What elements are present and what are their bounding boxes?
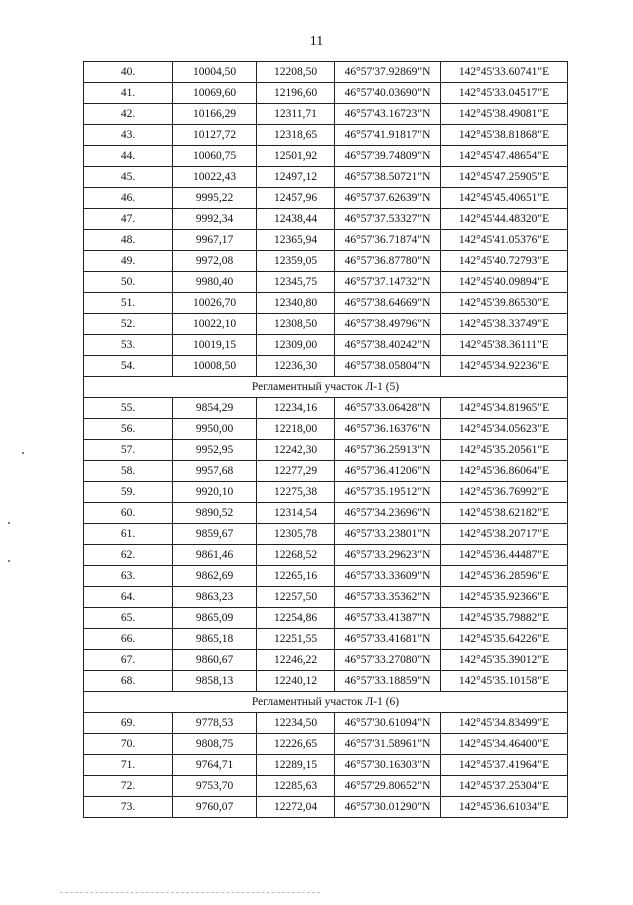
y-coordinate-cell: 12226,65	[257, 734, 335, 755]
x-coordinate-cell: 9952,95	[173, 440, 257, 461]
point-number-cell: 51.	[84, 293, 173, 314]
x-coordinate-cell: 9967,17	[173, 230, 257, 251]
x-coordinate-cell: 9760,07	[173, 797, 257, 818]
table-row	[84, 608, 568, 629]
page-number: 11	[309, 34, 324, 49]
table-row	[84, 356, 568, 377]
latitude-cell: 46°57'30.16303"N	[335, 755, 441, 776]
point-number-cell: 64.	[84, 587, 173, 608]
point-number-cell: 69.	[84, 713, 173, 734]
x-coordinate-cell: 10069,60	[173, 83, 257, 104]
y-coordinate-cell: 12265,16	[257, 566, 335, 587]
table-row	[84, 167, 568, 188]
latitude-cell: 46°57'38.50721"N	[335, 167, 441, 188]
y-coordinate-cell: 12275,38	[257, 482, 335, 503]
y-coordinate-cell: 12257,50	[257, 587, 335, 608]
y-coordinate-cell: 12359,05	[257, 251, 335, 272]
latitude-cell: 46°57'38.64669"N	[335, 293, 441, 314]
point-number-cell: 40.	[84, 62, 173, 83]
x-coordinate-cell: 9863,23	[173, 587, 257, 608]
latitude-cell: 46°57'36.41206"N	[335, 461, 441, 482]
point-number-cell: 58.	[84, 461, 173, 482]
table-row	[84, 503, 568, 524]
x-coordinate-cell: 9858,13	[173, 671, 257, 692]
point-number-cell: 52.	[84, 314, 173, 335]
table-row	[84, 272, 568, 293]
x-coordinate-cell: 10060,75	[173, 146, 257, 167]
longitude-cell: 142°45'34.81965"E	[441, 398, 568, 419]
x-coordinate-cell: 10022,43	[173, 167, 257, 188]
longitude-cell: 142°45'35.79882"E	[441, 608, 568, 629]
latitude-cell: 46°57'37.53327"N	[335, 209, 441, 230]
longitude-cell: 142°45'35.20561"E	[441, 440, 568, 461]
longitude-cell: 142°45'36.28596"E	[441, 566, 568, 587]
longitude-cell: 142°45'38.20717"E	[441, 524, 568, 545]
section-title: Регламентный участок Л-1 (6)	[84, 692, 568, 713]
table-row	[84, 251, 568, 272]
point-number-cell: 44.	[84, 146, 173, 167]
longitude-cell: 142°45'44.48320"E	[441, 209, 568, 230]
longitude-cell: 142°45'33.60741"E	[441, 62, 568, 83]
section-header-row	[84, 692, 568, 713]
point-number-cell: 73.	[84, 797, 173, 818]
table-row	[84, 314, 568, 335]
x-coordinate-cell: 9859,67	[173, 524, 257, 545]
x-coordinate-cell: 9808,75	[173, 734, 257, 755]
x-coordinate-cell: 10008,50	[173, 356, 257, 377]
section-title: Регламентный участок Л-1 (5)	[84, 377, 568, 398]
y-coordinate-cell: 12277,29	[257, 461, 335, 482]
latitude-cell: 46°57'38.05804"N	[335, 356, 441, 377]
latitude-cell: 46°57'31.58961"N	[335, 734, 441, 755]
table-row	[84, 461, 568, 482]
x-coordinate-cell: 9920,10	[173, 482, 257, 503]
longitude-cell: 142°45'36.44487"E	[441, 545, 568, 566]
y-coordinate-cell: 12268,52	[257, 545, 335, 566]
point-number-cell: 46.	[84, 188, 173, 209]
point-number-cell: 71.	[84, 755, 173, 776]
latitude-cell: 46°57'29.80652"N	[335, 776, 441, 797]
y-coordinate-cell: 12196,60	[257, 83, 335, 104]
y-coordinate-cell: 12314,54	[257, 503, 335, 524]
latitude-cell: 46°57'43.16723"N	[335, 104, 441, 125]
table-row	[84, 209, 568, 230]
longitude-cell: 142°45'36.61034"E	[441, 797, 568, 818]
longitude-cell: 142°45'38.33749"E	[441, 314, 568, 335]
longitude-cell: 142°45'37.25304"E	[441, 776, 568, 797]
longitude-cell: 142°45'34.05623"E	[441, 419, 568, 440]
longitude-cell: 142°45'35.92366"E	[441, 587, 568, 608]
y-coordinate-cell: 12272,04	[257, 797, 335, 818]
point-number-cell: 55.	[84, 398, 173, 419]
point-number-cell: 66.	[84, 629, 173, 650]
latitude-cell: 46°57'36.25913"N	[335, 440, 441, 461]
y-coordinate-cell: 12218,00	[257, 419, 335, 440]
y-coordinate-cell: 12365,94	[257, 230, 335, 251]
y-coordinate-cell: 12305,78	[257, 524, 335, 545]
point-number-cell: 67.	[84, 650, 173, 671]
point-number-cell: 70.	[84, 734, 173, 755]
y-coordinate-cell: 12208,50	[257, 62, 335, 83]
table-row	[84, 419, 568, 440]
longitude-cell: 142°45'33.04517"E	[441, 83, 568, 104]
point-number-cell: 49.	[84, 251, 173, 272]
section-header-row	[84, 377, 568, 398]
table-row	[84, 335, 568, 356]
point-number-cell: 72.	[84, 776, 173, 797]
longitude-cell: 142°45'39.86530"E	[441, 293, 568, 314]
y-coordinate-cell: 12240,12	[257, 671, 335, 692]
point-number-cell: 61.	[84, 524, 173, 545]
table-row	[84, 398, 568, 419]
table-row	[84, 650, 568, 671]
y-coordinate-cell: 12234,50	[257, 713, 335, 734]
y-coordinate-cell: 12318,65	[257, 125, 335, 146]
x-coordinate-cell: 9972,08	[173, 251, 257, 272]
table-row	[84, 797, 568, 818]
table-row	[84, 587, 568, 608]
latitude-cell: 46°57'36.87780"N	[335, 251, 441, 272]
longitude-cell: 142°45'36.86064"E	[441, 461, 568, 482]
latitude-cell: 46°57'30.61094"N	[335, 713, 441, 734]
longitude-cell: 142°45'35.10158"E	[441, 671, 568, 692]
point-number-cell: 48.	[84, 230, 173, 251]
longitude-cell: 142°45'35.39012"E	[441, 650, 568, 671]
longitude-cell: 142°45'38.36111"E	[441, 335, 568, 356]
table-row	[84, 629, 568, 650]
latitude-cell: 46°57'38.40242"N	[335, 335, 441, 356]
x-coordinate-cell: 9865,18	[173, 629, 257, 650]
y-coordinate-cell: 12308,50	[257, 314, 335, 335]
latitude-cell: 46°57'37.92869"N	[335, 62, 441, 83]
point-number-cell: 57.	[84, 440, 173, 461]
x-coordinate-cell: 9950,00	[173, 419, 257, 440]
table-row	[84, 755, 568, 776]
point-number-cell: 68.	[84, 671, 173, 692]
x-coordinate-cell: 10004,50	[173, 62, 257, 83]
latitude-cell: 46°57'33.41387"N	[335, 608, 441, 629]
latitude-cell: 46°57'33.29623"N	[335, 545, 441, 566]
latitude-cell: 46°57'33.35362"N	[335, 587, 441, 608]
x-coordinate-cell: 9862,69	[173, 566, 257, 587]
x-coordinate-cell: 9861,46	[173, 545, 257, 566]
longitude-cell: 142°45'47.25905"E	[441, 167, 568, 188]
longitude-cell: 142°45'47.48654"E	[441, 146, 568, 167]
point-number-cell: 60.	[84, 503, 173, 524]
footer-scan-line	[60, 892, 320, 893]
latitude-cell: 46°57'34.23696"N	[335, 503, 441, 524]
x-coordinate-cell: 9865,09	[173, 608, 257, 629]
latitude-cell: 46°57'30.01290"N	[335, 797, 441, 818]
y-coordinate-cell: 12289,15	[257, 755, 335, 776]
y-coordinate-cell: 12340,80	[257, 293, 335, 314]
point-number-cell: 65.	[84, 608, 173, 629]
longitude-cell: 142°45'40.72793"E	[441, 251, 568, 272]
x-coordinate-cell: 9778,53	[173, 713, 257, 734]
y-coordinate-cell: 12438,44	[257, 209, 335, 230]
x-coordinate-cell: 10019,15	[173, 335, 257, 356]
table-row	[84, 188, 568, 209]
latitude-cell: 46°57'33.18859"N	[335, 671, 441, 692]
table-row	[84, 671, 568, 692]
point-number-cell: 45.	[84, 167, 173, 188]
table-row	[84, 104, 568, 125]
table-row	[84, 293, 568, 314]
longitude-cell: 142°45'34.92236"E	[441, 356, 568, 377]
point-number-cell: 50.	[84, 272, 173, 293]
y-coordinate-cell: 12345,75	[257, 272, 335, 293]
latitude-cell: 46°57'33.27080"N	[335, 650, 441, 671]
longitude-cell: 142°45'36.76992"E	[441, 482, 568, 503]
y-coordinate-cell: 12242,30	[257, 440, 335, 461]
table-row	[84, 776, 568, 797]
table-row	[84, 83, 568, 104]
point-number-cell: 47.	[84, 209, 173, 230]
table-row	[84, 482, 568, 503]
x-coordinate-cell: 9995,22	[173, 188, 257, 209]
scan-speck	[8, 522, 10, 524]
y-coordinate-cell: 12236,30	[257, 356, 335, 377]
x-coordinate-cell: 10127,72	[173, 125, 257, 146]
longitude-cell: 142°45'38.62182"E	[441, 503, 568, 524]
longitude-cell: 142°45'34.83499"E	[441, 713, 568, 734]
point-number-cell: 43.	[84, 125, 173, 146]
point-number-cell: 62.	[84, 545, 173, 566]
latitude-cell: 46°57'33.41681"N	[335, 629, 441, 650]
x-coordinate-cell: 9854,29	[173, 398, 257, 419]
x-coordinate-cell: 10026,70	[173, 293, 257, 314]
y-coordinate-cell: 12309,00	[257, 335, 335, 356]
y-coordinate-cell: 12285,63	[257, 776, 335, 797]
longitude-cell: 142°45'38.81868"E	[441, 125, 568, 146]
longitude-cell: 142°45'38.49081"E	[441, 104, 568, 125]
y-coordinate-cell: 12501,92	[257, 146, 335, 167]
table-row	[84, 566, 568, 587]
x-coordinate-cell: 9753,70	[173, 776, 257, 797]
table-row	[84, 713, 568, 734]
longitude-cell: 142°45'34.46400"E	[441, 734, 568, 755]
y-coordinate-cell: 12254,86	[257, 608, 335, 629]
point-number-cell: 59.	[84, 482, 173, 503]
longitude-cell: 142°45'35.64226"E	[441, 629, 568, 650]
latitude-cell: 46°57'39.74809"N	[335, 146, 441, 167]
x-coordinate-cell: 9890,52	[173, 503, 257, 524]
latitude-cell: 46°57'40.03690"N	[335, 83, 441, 104]
y-coordinate-cell: 12246,22	[257, 650, 335, 671]
table-row	[84, 62, 568, 83]
point-number-cell: 41.	[84, 83, 173, 104]
point-number-cell: 56.	[84, 419, 173, 440]
point-number-cell: 42.	[84, 104, 173, 125]
y-coordinate-cell: 12251,55	[257, 629, 335, 650]
longitude-cell: 142°45'45.40651"E	[441, 188, 568, 209]
point-number-cell: 63.	[84, 566, 173, 587]
latitude-cell: 46°57'37.14732"N	[335, 272, 441, 293]
point-number-cell: 54.	[84, 356, 173, 377]
x-coordinate-cell: 9957,68	[173, 461, 257, 482]
latitude-cell: 46°57'33.23801"N	[335, 524, 441, 545]
table-row	[84, 146, 568, 167]
longitude-cell: 142°45'41.05376"E	[441, 230, 568, 251]
y-coordinate-cell: 12311,71	[257, 104, 335, 125]
x-coordinate-cell: 9980,40	[173, 272, 257, 293]
latitude-cell: 46°57'37.62639"N	[335, 188, 441, 209]
longitude-cell: 142°45'37.41964"E	[441, 755, 568, 776]
latitude-cell: 46°57'33.33609"N	[335, 566, 441, 587]
y-coordinate-cell: 12457,96	[257, 188, 335, 209]
latitude-cell: 46°57'36.16376"N	[335, 419, 441, 440]
x-coordinate-cell: 10022,10	[173, 314, 257, 335]
latitude-cell: 46°57'35.19512"N	[335, 482, 441, 503]
y-coordinate-cell: 12497,12	[257, 167, 335, 188]
latitude-cell: 46°57'38.49796"N	[335, 314, 441, 335]
scan-speck	[22, 452, 24, 454]
latitude-cell: 46°57'36.71874"N	[335, 230, 441, 251]
scan-speck	[8, 560, 10, 562]
latitude-cell: 46°57'41.91817"N	[335, 125, 441, 146]
x-coordinate-cell: 10166,29	[173, 104, 257, 125]
point-number-cell: 53.	[84, 335, 173, 356]
table-row	[84, 230, 568, 251]
table-row	[84, 125, 568, 146]
x-coordinate-cell: 9992,34	[173, 209, 257, 230]
longitude-cell: 142°45'40.09894"E	[441, 272, 568, 293]
coordinates-table	[83, 61, 568, 818]
x-coordinate-cell: 9764,71	[173, 755, 257, 776]
x-coordinate-cell: 9860,67	[173, 650, 257, 671]
latitude-cell: 46°57'33.06428"N	[335, 398, 441, 419]
table-row	[84, 440, 568, 461]
table-row	[84, 545, 568, 566]
y-coordinate-cell: 12234,16	[257, 398, 335, 419]
table-row	[84, 524, 568, 545]
table-row	[84, 734, 568, 755]
